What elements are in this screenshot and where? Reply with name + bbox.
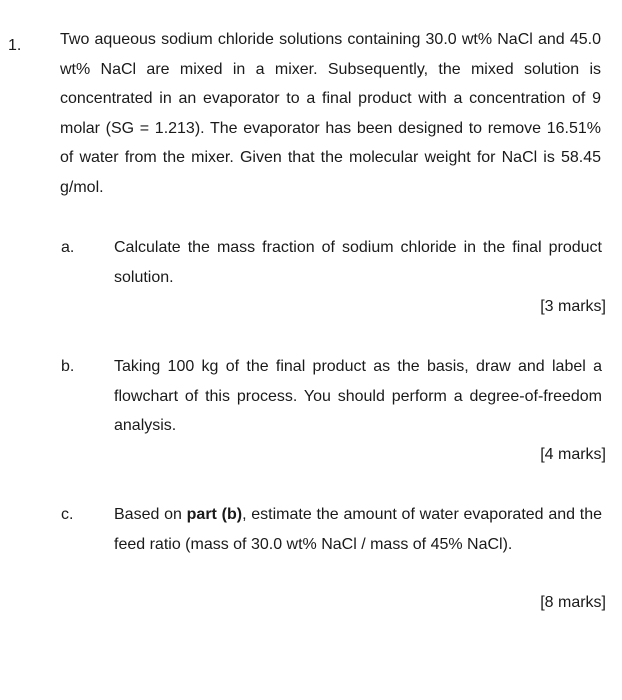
part-c-marks: [8 marks] — [540, 594, 606, 611]
part-b-letter: b. — [61, 358, 75, 375]
part-a-letter: a. — [61, 239, 75, 256]
part-a-marks: [3 marks] — [540, 298, 606, 315]
part-c-text-bold: part (b) — [186, 506, 243, 523]
question-stem: Two aqueous sodium chloride solutions containing 30.0 wt% NaCl and 45.0 wt% NaCl are mixed in a mixer. Subsequently, the mixed solution is concentrated in an evaporator to a final product with a concentration of 9 molar (SG = 1.213). The evaporator has been designed to remove 16.51% of water from the mixer. Given that the molecular weight for NaCl is 58.45 g/mol. — [60, 31, 601, 196]
part-c-text-after: , estimate the amount of water evaporated and the feed ratio (mass of 30.0 wt% NaCl / mass of 45% NaCl). — [114, 506, 602, 553]
part-b-text: Taking 100 kg of the final product as the basis, draw and label a flowchart of this process. You should perform a degree-of-freedom analysis. — [114, 358, 602, 435]
part-a-text: Calculate the mass fraction of sodium chloride in the final product solution. — [114, 239, 602, 286]
part-c-letter: c. — [61, 506, 74, 523]
part-b-marks: [4 marks] — [540, 446, 606, 463]
part-c-text-before: Based on — [114, 506, 187, 523]
question-number: 1. — [8, 37, 22, 54]
part-c-text — [114, 500, 602, 559]
